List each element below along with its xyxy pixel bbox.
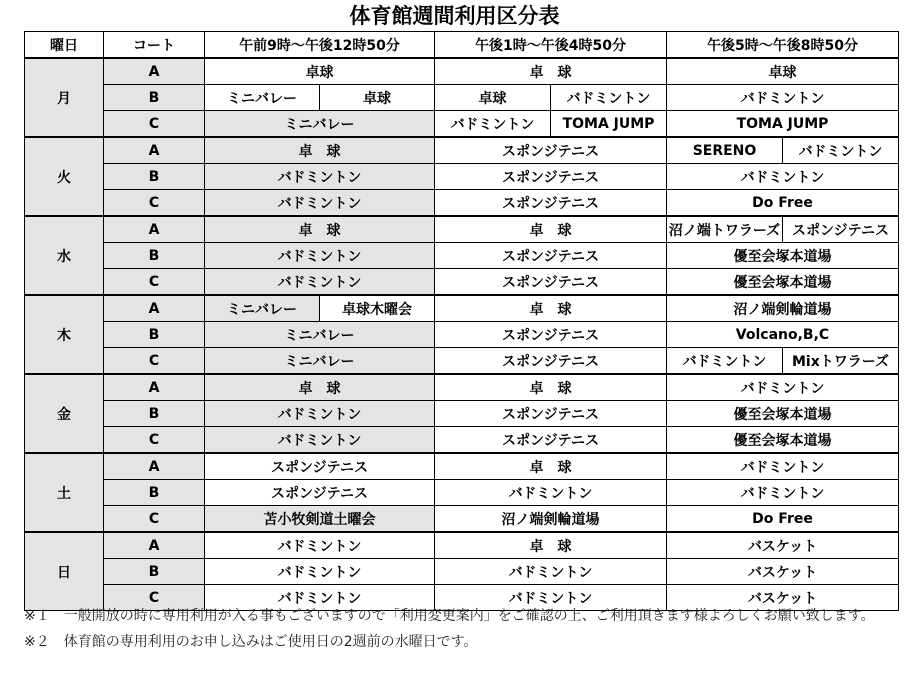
schedule-cell: 卓 球 [205,137,435,164]
schedule-cell: 卓 球 [435,295,667,322]
table-row [25,190,899,217]
schedule-cell: 卓 球 [435,58,667,85]
table-row [25,85,899,111]
schedule-cell: スポンジテニス [435,243,667,269]
table-row [25,453,899,480]
schedule-cell: バスケット [667,585,899,611]
court-label: A [104,453,205,480]
table-row [25,374,899,401]
schedule-cell: バドミントン [205,243,435,269]
day-label: 金 [25,374,104,453]
court-label: B [104,322,205,348]
schedule-cell: バドミントン [667,480,899,506]
court-label: C [104,348,205,375]
table-row [25,216,899,243]
court-label: C [104,269,205,296]
table-row [25,322,899,348]
notes [24,606,894,653]
schedule-cell: ミニバレー [205,111,435,138]
schedule-cell: スポンジテニス [783,216,899,243]
note-2: ※２ 体育館の専用利用のお申し込みはご使用日の2週前の水曜日です。 [24,634,478,650]
schedule-cell: 優至会塚本道場 [667,243,899,269]
schedule-cell: バスケット [667,532,899,559]
schedule-cell: 卓球 [205,58,435,85]
table-row [25,111,899,138]
schedule-cell: バドミントン [667,164,899,190]
schedule-cell: 卓 球 [205,374,435,401]
court-label: A [104,374,205,401]
table-row [25,532,899,559]
page-title: 体育館週間利用区分表 [349,4,560,28]
day-label: 水 [25,216,104,295]
schedule-cell: 沼ノ端剣輪道場 [667,295,899,322]
schedule-cell: 卓 球 [435,532,667,559]
court-label: C [104,427,205,454]
schedule-cell: スポンジテニス [435,427,667,454]
header-row [25,32,899,59]
schedule-cell: バドミントン [205,401,435,427]
schedule-cell: 卓球 [667,58,899,85]
schedule-cell: 苫小牧剣道土曜会 [205,506,435,533]
schedule-cell: Mixトワラーズ [783,348,899,375]
schedule-cell: スポンジテニス [205,480,435,506]
table-row [25,427,899,454]
schedule-cell: バドミントン [435,559,667,585]
table-row [25,269,899,296]
court-label: A [104,532,205,559]
schedule-cell: ミニバレー [205,348,435,375]
header-evening: 午後5時～午後8時50分 [667,32,899,59]
schedule-cell: バスケット [667,559,899,585]
schedule-cell: スポンジテニス [435,190,667,217]
schedule-cell: バドミントン [667,348,783,375]
table-row [25,137,899,164]
schedule-cell: 優至会塚本道場 [667,269,899,296]
schedule-cell: バドミントン [667,374,899,401]
court-label: A [104,295,205,322]
schedule-cell: スポンジテニス [435,269,667,296]
schedule-cell: バドミントン [205,164,435,190]
schedule-cell: スポンジテニス [435,401,667,427]
table-row [25,480,899,506]
court-label: C [104,585,205,611]
schedule-cell: バドミントン [205,559,435,585]
schedule-cell: TOMA JUMP [667,111,899,138]
table-row [25,348,899,375]
schedule-cell: 沼ノ端剣輪道場 [435,506,667,533]
schedule-cell: ミニバレー [205,85,320,111]
court-label: B [104,164,205,190]
header-afternoon: 午後1時～午後4時50分 [435,32,667,59]
schedule-cell: Do Free [667,190,899,217]
schedule-cell: バドミントン [205,190,435,217]
schedule-cell: バドミントン [435,585,667,611]
table-row [25,58,899,85]
schedule-cell: スポンジテニス [435,322,667,348]
schedule-cell: 卓 球 [435,216,667,243]
schedule-cell: バドミントン [205,427,435,454]
schedule-cell: スポンジテニス [435,164,667,190]
schedule-cell: 沼ノ端トワラーズ [667,216,783,243]
table-row [25,164,899,190]
day-label: 土 [25,453,104,532]
schedule-cell: 卓 球 [435,374,667,401]
table-row [25,506,899,533]
day-label: 火 [25,137,104,216]
schedule-body [25,58,899,611]
table-row [25,559,899,585]
court-label: C [104,111,205,138]
header-day: 曜日 [25,32,104,59]
schedule-cell: 優至会塚本道場 [667,427,899,454]
table-row [25,295,899,322]
schedule-cell: バドミントン [435,480,667,506]
schedule-cell: TOMA JUMP [551,111,667,138]
table-row [25,243,899,269]
schedule-cell: 卓球木曜会 [320,295,435,322]
court-label: B [104,85,205,111]
schedule-cell: スポンジテニス [205,453,435,480]
court-label: B [104,401,205,427]
schedule-cell: Do Free [667,506,899,533]
schedule-cell: SERENO [667,137,783,164]
schedule-cell: 卓 球 [435,453,667,480]
header-court: コート [104,32,205,59]
table-row [25,401,899,427]
schedule-cell: 卓 球 [205,216,435,243]
court-label: B [104,243,205,269]
schedule-cell: バドミントン [667,85,899,111]
day-label: 日 [25,532,104,611]
schedule-cell: バドミントン [205,532,435,559]
note-1: ※１ 一般開放の時に専用利用が入る事もございますので「利用変更案内」をご確認の上、ご利用頂きます様よろしくお願い致します。 [24,608,875,624]
schedule-table [24,31,899,611]
court-label: C [104,506,205,533]
schedule-cell: バドミントン [783,137,899,164]
court-label: A [104,137,205,164]
schedule-cell: 卓球 [320,85,435,111]
schedule-cell: Volcano,B,C [667,322,899,348]
schedule-cell: バドミントン [435,111,551,138]
schedule-cell: スポンジテニス [435,348,667,375]
schedule-cell: 優至会塚本道場 [667,401,899,427]
court-label: C [104,190,205,217]
day-label: 木 [25,295,104,374]
schedule-cell: スポンジテニス [435,137,667,164]
schedule-cell: バドミントン [667,453,899,480]
court-label: A [104,58,205,85]
day-label: 月 [25,58,104,137]
schedule-cell: ミニバレー [205,295,320,322]
header-morning: 午前9時～午後12時50分 [205,32,435,59]
schedule-cell: バドミントン [205,585,435,611]
court-label: A [104,216,205,243]
court-label: B [104,480,205,506]
schedule-cell: ミニバレー [205,322,435,348]
schedule-cell: バドミントン [551,85,667,111]
schedule-cell: バドミントン [205,269,435,296]
court-label: B [104,559,205,585]
schedule-cell: 卓球 [435,85,551,111]
